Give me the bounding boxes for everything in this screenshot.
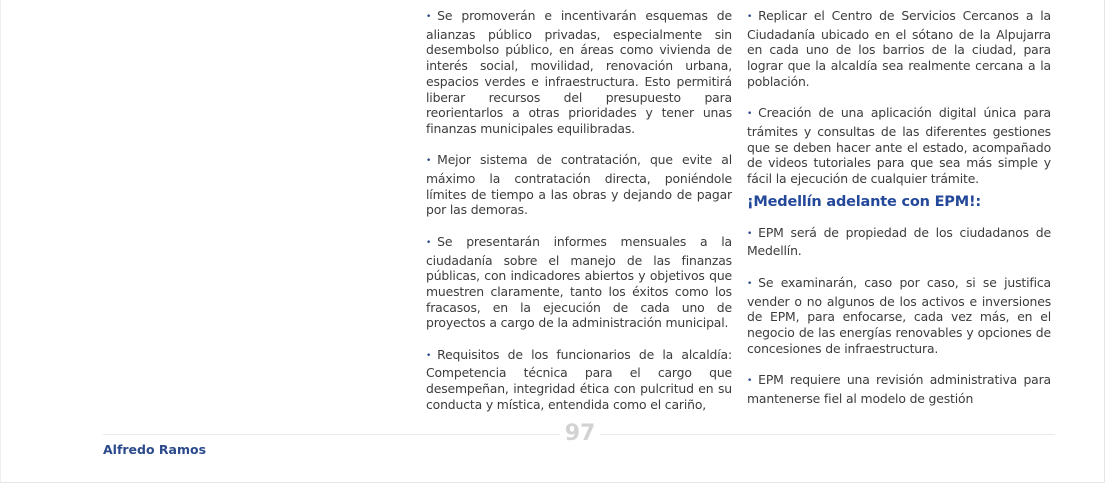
bullet-icon: •	[426, 156, 432, 167]
paragraph-text: Se promoverán e incentivarán esquemas de alianzas público privadas, especialmente sin desembolso público, en áreas como vivienda de interés social, movilidad, renovación urbana, espacios verdes e infraestructura. Esto permitirá liberar recursos del presupuesto para reorientarlos a otras prioridades y tener unas finanzas municipales equilibradas.	[426, 8, 732, 136]
paragraph-text: Creación de una aplicación digital única para trámites y consultas de las diferentes gestiones que se deben hacer ante el estado, acompañado de videos tutoriales para que sea más simple y fácil la ejecución de cualquier trámite.	[747, 105, 1051, 187]
bullet-icon: •	[747, 278, 753, 289]
paragraph-text: Replicar el Centro de Servicios Cercanos a la Ciudadanía ubicado en el sótano de la Alpujarra en cada uno de los barrios de la ciudad, para lograr que la alcaldía sea realmente cercana a la población.	[747, 8, 1051, 89]
paragraph-text: Se examinarán, caso por caso, si se justifica vender o no algunos de los activos e inversiones de EPM, para enfocarse, cada vez más, en el negocio de las energías renovables y opciones de concesiones de infraestructura.	[747, 274, 1051, 356]
paragraph	[426, 8, 732, 137]
paragraph	[747, 225, 1051, 259]
paragraph-text: Se presentarán informes mensuales a la ciudadanía sobre el manejo de las finanzas públicas, con indicadores abiertos y objetivos que muestren claramente, tanto los éxitos como los fracasos, en la ejecución de cada uno de proyectos a cargo de la administración municipal.	[426, 233, 732, 331]
bullet-icon: •	[426, 12, 432, 22]
paragraph	[426, 347, 732, 413]
bullet-icon: •	[426, 350, 432, 361]
paragraph-text: EPM será de propiedad de los ciudadanos de Medellín.	[747, 224, 1051, 259]
page-number: 97	[560, 420, 600, 448]
paragraph	[426, 234, 732, 331]
bullet-icon: •	[747, 12, 753, 22]
paragraph-text: Requisitos de los funcionarios de la alcaldía: Competencia técnica para el cargo que desempeñan, integridad ética con pulcritud en su conducta y mística, entendida como el cariño,	[426, 346, 732, 412]
bullet-icon: •	[747, 109, 753, 120]
bullet-icon: •	[426, 237, 432, 248]
section-heading: ¡Medellín adelante con EPM!:	[747, 193, 981, 210]
author-name: Alfredo Ramos	[103, 442, 207, 457]
bullet-icon: •	[747, 228, 753, 239]
left-column	[426, 8, 732, 428]
paragraph	[426, 152, 732, 218]
paragraph	[747, 105, 1051, 187]
paragraph-text: Mejor sistema de contratación, que evite al máximo la contratación directa, poniéndole límites de tiempo a las obras y dejando de pagar por las demoras.	[426, 152, 732, 218]
bullet-icon: •	[747, 376, 753, 387]
paragraph	[747, 8, 1051, 90]
paragraph	[747, 275, 1051, 357]
paragraph-text: EPM requiere una revisión administrativa para mantenerse fiel al modelo de gestión	[747, 372, 1051, 406]
right-column	[747, 8, 1051, 422]
paragraph	[747, 372, 1051, 406]
